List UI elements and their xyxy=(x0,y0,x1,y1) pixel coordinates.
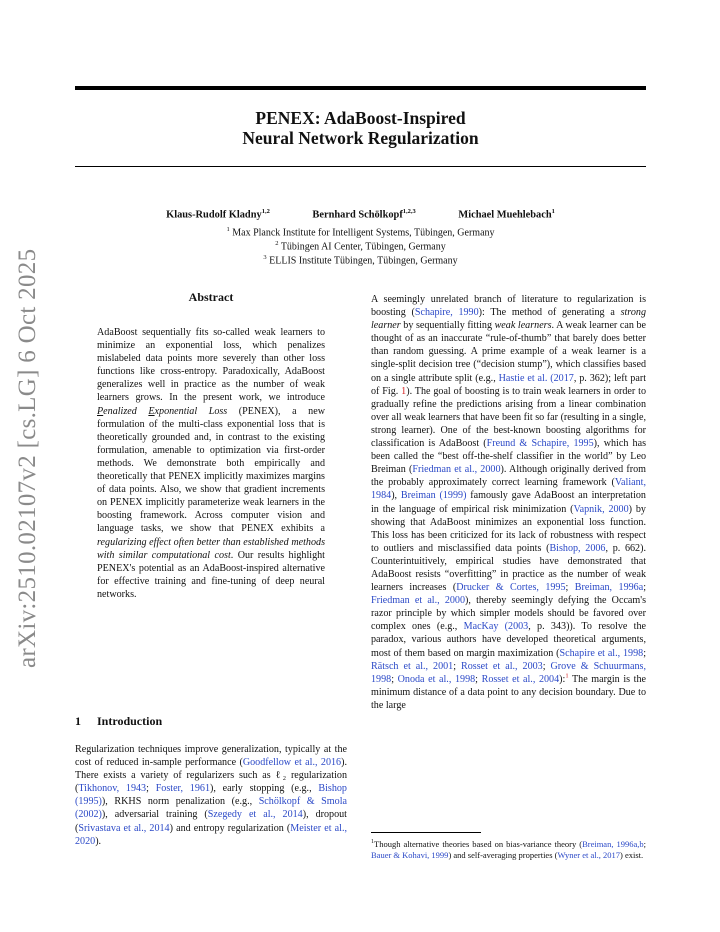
arxiv-stamp xyxy=(10,248,50,668)
citation-link[interactable]: Bauer & Kohavi, 1999 xyxy=(371,849,449,860)
citation-link[interactable]: Goodfellow et al., 2016 xyxy=(242,757,342,769)
citation-link[interactable]: Rosset et al., 2003 xyxy=(461,660,543,672)
citation-link[interactable]: Vapnik, 2000 xyxy=(573,503,629,515)
citation-link[interactable]: Onoda et al., 1998 xyxy=(397,673,476,685)
citation-link[interactable]: Srivastava et al., 2014 xyxy=(78,822,170,834)
affiliation-2: $^2$ Tübingen AI Center, Tübingen, Germany xyxy=(275,240,446,253)
figure-reference-link[interactable]: 1 xyxy=(401,385,407,397)
footnote-number: 1 xyxy=(371,839,374,845)
citation-link[interactable]: MacKay (2003 xyxy=(463,621,529,633)
citation-link[interactable]: Breiman, 1996a xyxy=(574,582,644,594)
citation-link[interactable]: Wyner et al., 2017 xyxy=(557,849,620,860)
citation-link[interactable]: Friedman et al., 2000 xyxy=(371,595,466,607)
paper-title xyxy=(75,108,646,148)
citation-link[interactable]: Bishop (1995) xyxy=(75,783,347,808)
footnote-marker-link[interactable]: 1 xyxy=(565,672,569,680)
citation-link[interactable]: Tikhonov, 1943 xyxy=(78,783,147,795)
citation-link[interactable]: Freund & Schapire, 1995 xyxy=(486,438,594,450)
author-list xyxy=(75,208,646,220)
citation-link[interactable]: Drucker & Cortes, 1995 xyxy=(456,582,566,594)
author-2: Bernhard Schölkopf$^{1,2,3}$ xyxy=(312,208,416,221)
citation-link[interactable]: Friedman et al., 2000 xyxy=(412,464,501,476)
citation-link[interactable]: Rätsch et al., 2001 xyxy=(371,660,454,672)
right-column-paragraph: A seemingly unrelated branch of literature to regularization is boosting (Schapire, 1990): The method of generating a strong learner by sequentially fitting weak learners. A weak learner can be thought of as an inaccurate “rule-of-thumb” that barely does better than random guessing. A prime example of a weak learner is a single-split decision tree (“decision stump”), which classifies based on a single attribute split (e.g., Hastie et al. (2017, p. 362); left part of Fig. 1). The goal of boosting is to train weak learners in order to gradually refine the predictions arising from a linear combination over all weak learners that have been fit so far (resulting in a single, strong learner). One of the best-known boosting algorithms for classification is AdaBoost (Freund & Schapire, 1995), which has been called the “best off-the-shelf classifier in the world” by Leo Breiman (Friedman et al., 2000). Although originally derived from the probably approximately correct learning framework (Valiant, 1984), Breiman (1999) famously gave AdaBoost an interpretation in the language of empirical risk minimization (Vapnik, 2000) by showing that AdaBoost minimizes an exponential loss function. This loss has been criticized for its lack of robustness with respect to outliers and misclassified data points (Bishop, 2006, p. 662). Counterintuitively, empirical studies have demonstrated that AdaBoost resists “overfitting” in practice as the number of weak learners increases (Drucker & Cortes, 1995; Breiman, 1996a; Friedman et al., 2000), thereby seemingly defying the Occam's razor principle by which simpler models should be favored over complex ones (e.g., MacKay (2003, p. 343)). To resolve the paradox, various authors have developed theoretical arguments, most of them based on margin maximization (Schapire et al., 1998; Rätsch et al., 2001; Rosset et al., 2003; Grove & Schuurmans, 1998; Onoda et al., 1998; Rosset et al., 2004):$^1$ The margin is the minimum distance of a data point to any decision boundary. Due to the large xyxy=(371,294,647,711)
section-heading-introduction: 1 Introduction xyxy=(75,714,163,728)
citation-link[interactable]: Breiman, 1996a,b xyxy=(582,838,644,849)
citation-link[interactable]: Szegedy et al., 2014 xyxy=(207,809,303,821)
affiliation-3: $^3$ ELLIS Institute Tübingen, Tübingen, Germany xyxy=(263,254,458,267)
citation-link[interactable]: Schapire, 1990 xyxy=(414,307,479,319)
citation-link[interactable]: Bishop, 2006 xyxy=(549,542,606,554)
footnote-rule xyxy=(371,832,481,833)
title-top-rule xyxy=(75,86,646,90)
citation-link[interactable]: Valiant, 1984 xyxy=(371,477,646,502)
citation-link[interactable]: Hastie et al. (2017 xyxy=(498,372,574,384)
abstract-emphasis: regularizing effect often better than established methods with similar computational cost xyxy=(97,536,325,561)
citation-link[interactable]: Meister et al., 2020 xyxy=(75,822,347,847)
title-bottom-rule xyxy=(75,166,646,167)
abstract-body: AdaBoost sequentially fits so-called weak learners to minimize an exponential loss, which penalizes mislabeled data points more severely than other loss functions like cross-entropy. Paradoxically, AdaBoost generalizes well in practice as the number of weak learners grows. In the present work, we introduce Penalized Exponential Loss (PENEX), a new formulation of the multi-class exponential loss that is theoretically grounded and, in contrast to the existing formulation, amenable to optimization via first-order methods. We demonstrate both empirically and theoretically that PENEX implicitly maximizes margins of data points. Also, we show that gradient increments on PENEX implicitly parameterize weak learners in the boosting framework. Across computer vision and language tasks, we show that PENEX exhibits a regularizing effect often better than established methods with similar computational cost. Our results highlight PENEX's potential as an AdaBoost-inspired alternative for effective training and fine-tuning of deep neural networks. xyxy=(97,327,325,600)
citation-link[interactable]: Grove & Schuurmans, 1998 xyxy=(371,660,646,685)
footnote: $^1$Though alternative theories based on bias-variance theory (Breiman, 1996a,b; Bauer & Kohavi, 1999) and self-averaging properties (Wyner et al., 2017) exist. xyxy=(371,838,646,860)
author-1: Klaus-Rudolf Kladny$^{1,2}$ xyxy=(166,208,270,221)
citation-link[interactable]: Rosset et al., 2004 xyxy=(481,673,560,685)
citation-link[interactable]: Schapire et al., 1998 xyxy=(559,647,644,659)
affiliation-1: $^1$ Max Planck Institute for Intelligent Systems, Tübingen, Germany xyxy=(226,226,495,239)
citation-link[interactable]: Foster, 1961 xyxy=(155,783,210,795)
arxiv-identifier: arXiv:2510.02107v2 [cs.LG] 6 Oct 2025 xyxy=(14,248,41,668)
author-3: Michael Muehlebach$^1$ xyxy=(458,208,555,221)
abstract-heading: Abstract xyxy=(188,290,234,304)
title-line-2: Neural Network Regularization xyxy=(242,128,479,148)
citation-link[interactable]: Breiman (1999) xyxy=(400,490,467,502)
introduction-paragraph: Regularization techniques improve generalization, typically at the cost of reduced in-sample performance (Goodfellow et al., 2016). There exists a variety of regularizers such as ℓ₂ regularization (Tikhonov, 1943; Foster, 1961), early stopping (e.g., Bishop (1995)), RKHS norm penalization (e.g., Schölkopf & Smola (2002)), adversarial training (Szegedy et al., 2014), dropout (Srivastava et al., 2014) and entropy regularization (Meister et al., 2020). xyxy=(75,744,347,847)
title-line-1: PENEX: AdaBoost-Inspired xyxy=(255,108,466,128)
citation-link[interactable]: Schölkopf & Smola (2002) xyxy=(75,796,347,821)
